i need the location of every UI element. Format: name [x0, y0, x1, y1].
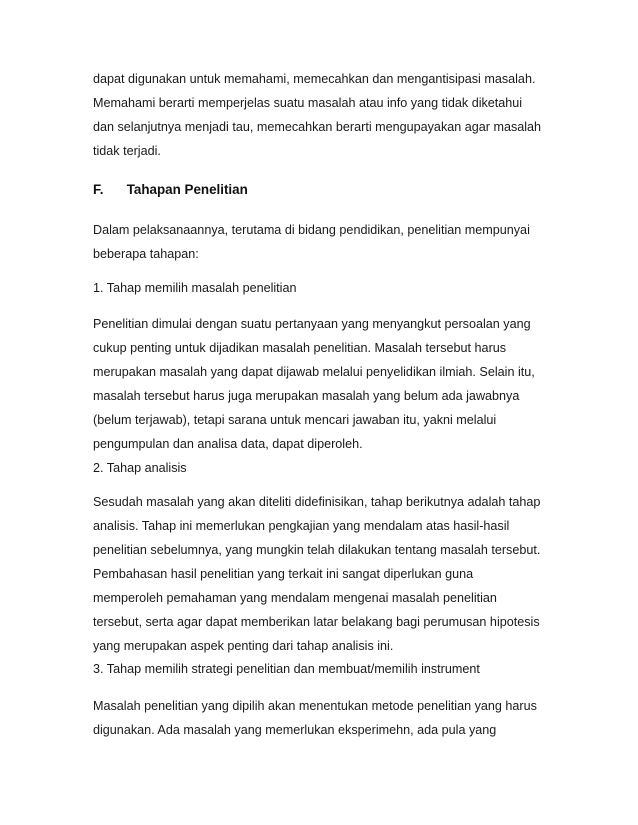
- step1-title: [93, 276, 553, 300]
- step3-title: [93, 657, 553, 681]
- text-line: beberapa tahapan:: [93, 247, 199, 261]
- step1-paragraph: [93, 312, 553, 456]
- section-title: Tahapan Penelitian: [126, 182, 248, 197]
- step2-paragraph: [93, 490, 553, 658]
- text-line: dapat digunakan untuk memahami, memecahkan dan mengantisipasi masalah.: [93, 72, 536, 86]
- section-heading: [93, 178, 248, 202]
- text-line: Dalam pelaksanaannya, terutama di bidang pendidikan, penelitian mempunyai: [93, 223, 530, 237]
- text-line: (belum terjawab), tetapi sarana untuk mencari jawaban itu, yakni melalui: [93, 413, 497, 427]
- section-number: F.: [93, 182, 104, 197]
- text-line: Pembahasan hasil penelitian yang terkait ini sangat diperlukan guna: [93, 567, 474, 581]
- text-line: Masalah penelitian yang dipilih akan menentukan metode penelitian yang harus: [93, 699, 537, 713]
- text-line: penelitian sebelumnya, yang mungkin telah dilakukan tentang masalah tersebut.: [93, 543, 541, 557]
- text-line: yang merupakan aspek penting dari tahap analisis ini.: [93, 639, 394, 653]
- text-line: analisis. Tahap ini memerlukan pengkajian yang mendalam atas hasil-hasil: [93, 519, 510, 533]
- text-line: 2. Tahap analisis: [93, 461, 187, 475]
- text-line: memperoleh pemahaman yang mendalam mengenai masalah penelitian: [93, 591, 497, 605]
- text-line: Sesudah masalah yang akan diteliti didefinisikan, tahap berikutnya adalah tahap: [93, 495, 541, 509]
- text-line: dan selanjutnya menjadi tau, memecahkan berarti mengupayakan agar masalah: [93, 120, 542, 134]
- text-line: pengumpulan dan analisa data, dapat diperoleh.: [93, 437, 363, 451]
- step3-paragraph: [93, 694, 553, 742]
- intro-paragraph: [93, 67, 553, 163]
- text-line: 3. Tahap memilih strategi penelitian dan membuat/memilih instrument: [93, 662, 480, 676]
- text-line: masalah tersebut harus juga merupakan masalah yang belum ada jawabnya: [93, 389, 520, 403]
- text-line: Penelitian dimulai dengan suatu pertanyaan yang menyangkut persoalan yang: [93, 317, 531, 331]
- text-line: tersebut, serta agar dapat memberikan latar belakang bagi perumusan hipotesis: [93, 615, 540, 629]
- text-line: digunakan. Ada masalah yang memerlukan eksperimehn, ada pula yang: [93, 723, 497, 737]
- paragraph-intro-stages: [93, 218, 553, 266]
- text-line: 1. Tahap memilih masalah penelitian: [93, 281, 297, 295]
- text-line: tidak terjadi.: [93, 144, 161, 158]
- text-line: Memahami berarti memperjelas suatu masalah atau info yang tidak diketahui: [93, 96, 523, 110]
- text-line: cukup penting untuk dijadikan masalah penelitian. Masalah tersebut harus: [93, 341, 507, 355]
- step2-title: [93, 456, 553, 480]
- text-line: merupakan masalah yang dapat dijawab melalui penyelidikan ilmiah. Selain itu,: [93, 365, 535, 379]
